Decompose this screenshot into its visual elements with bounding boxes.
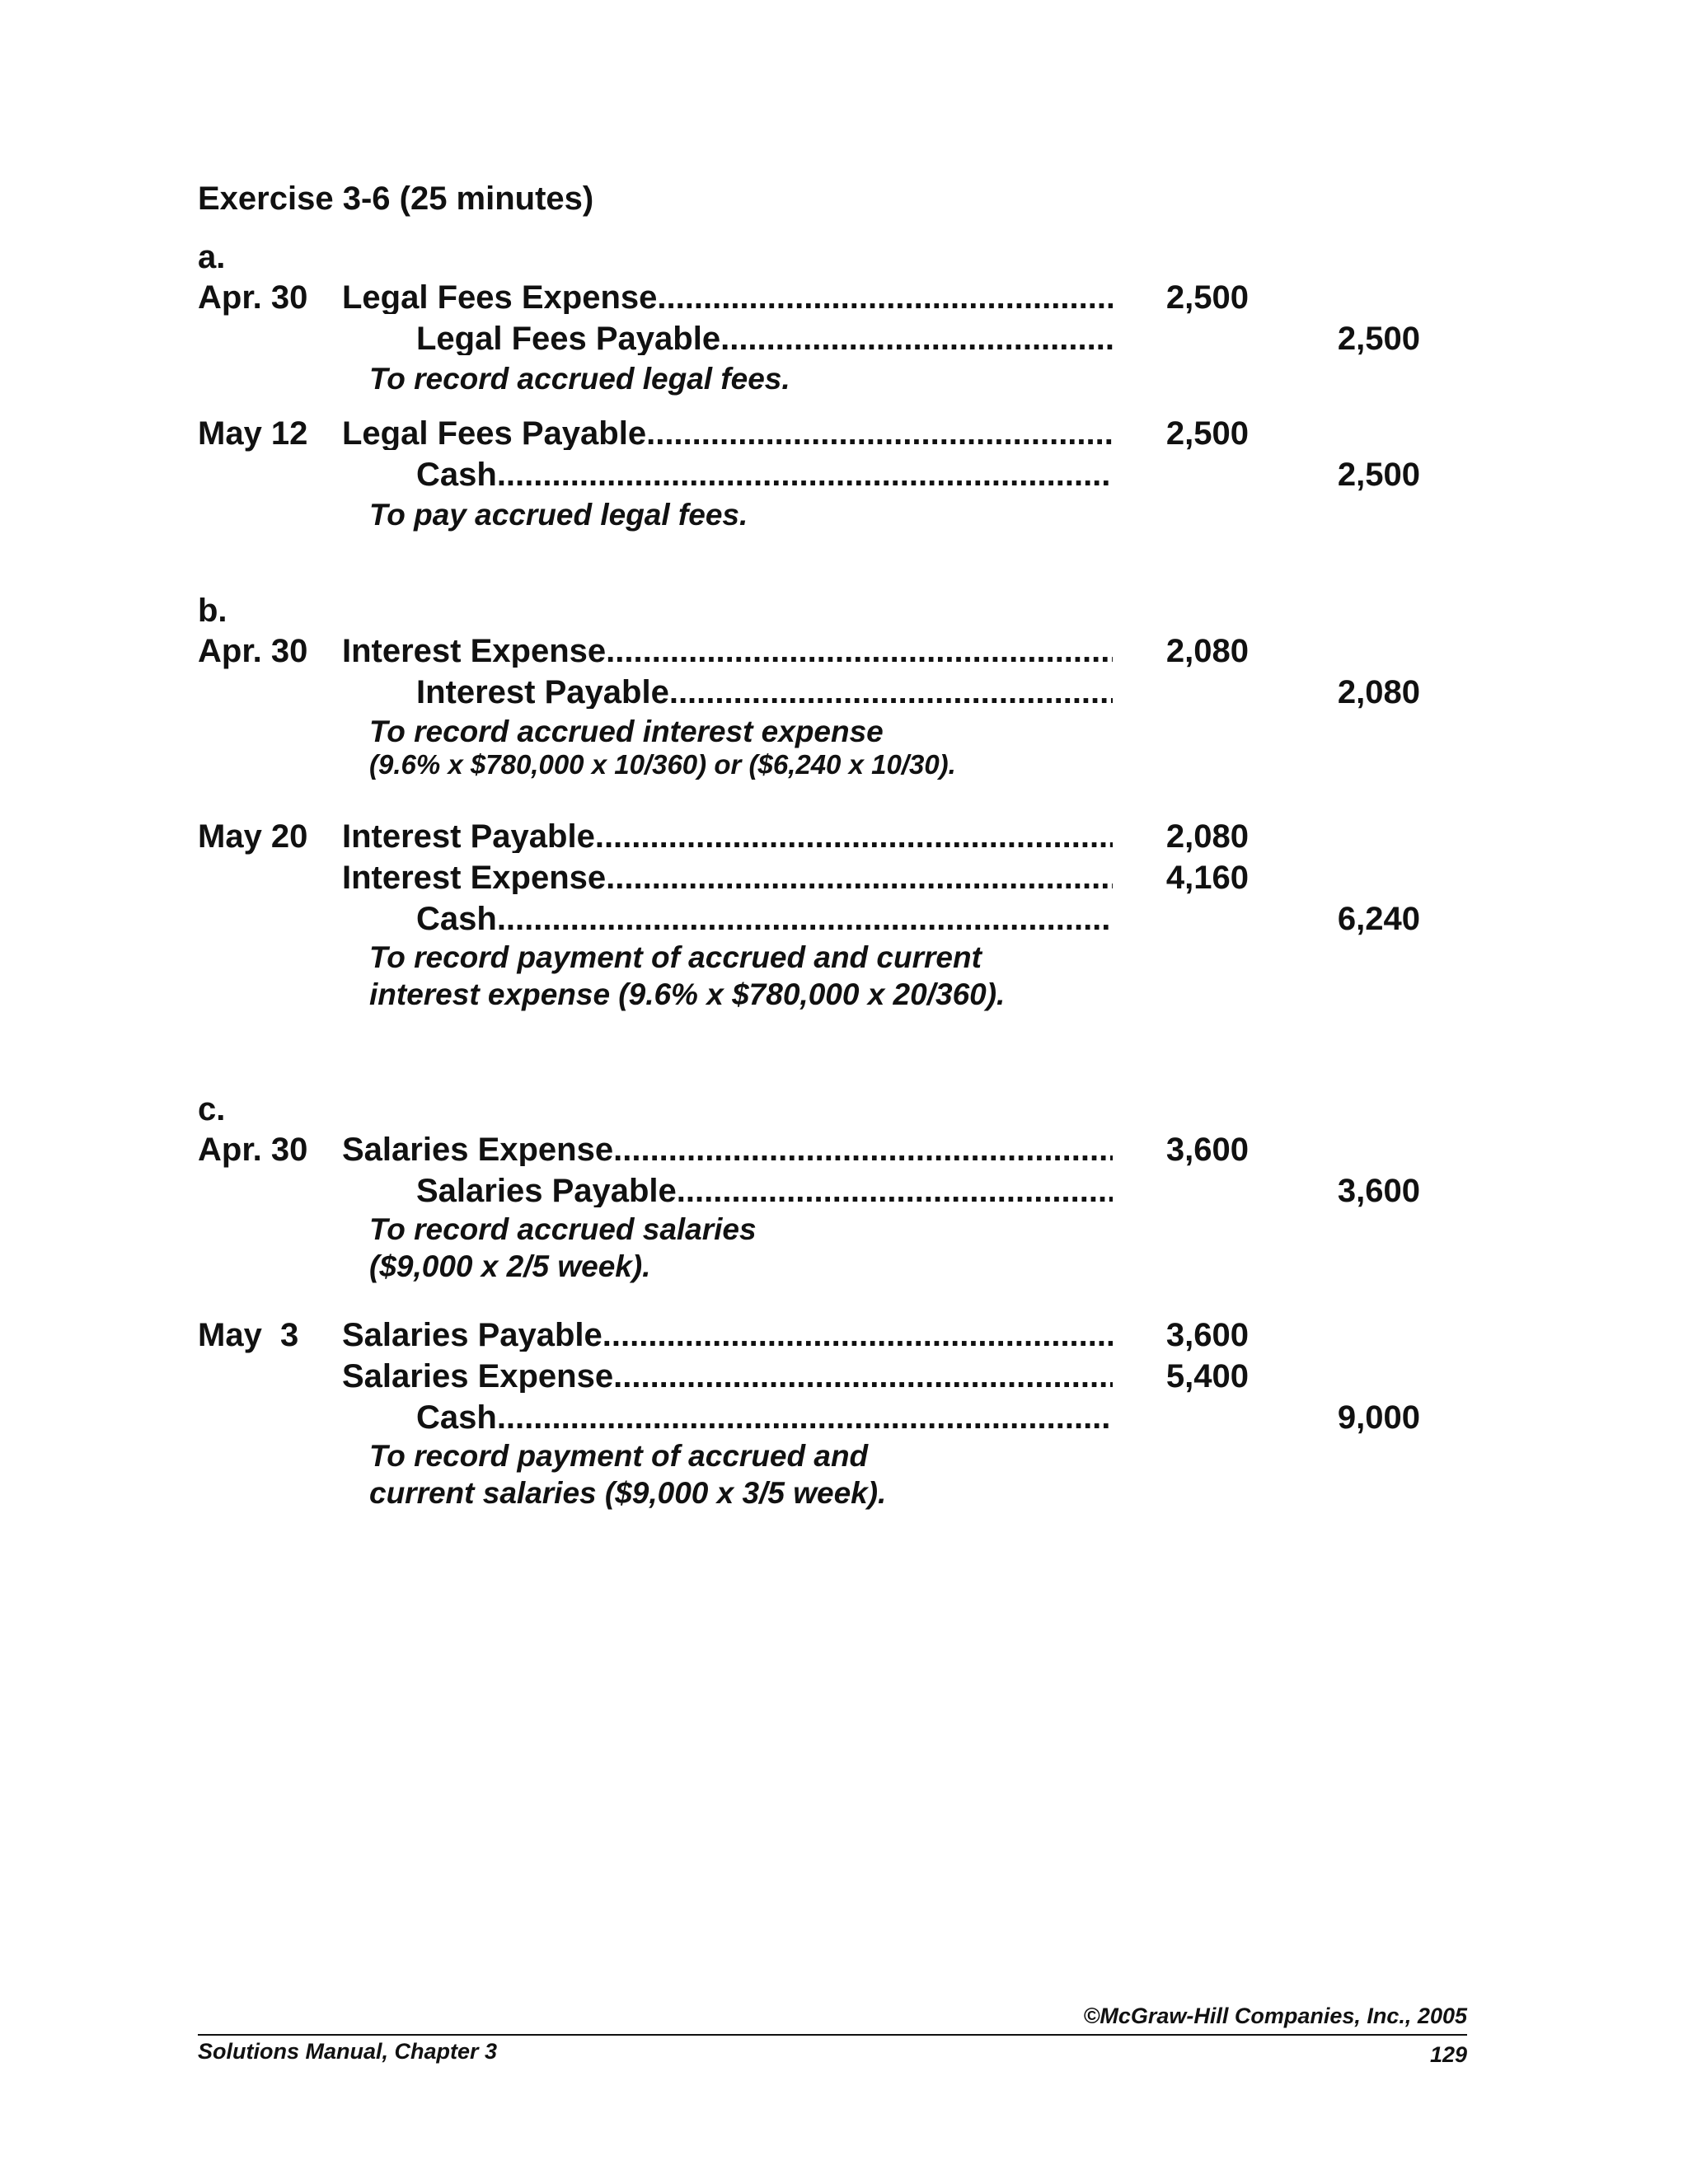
credit-amount: 2,080 (1337, 674, 1420, 710)
debit-amount: 3,600 (1165, 1132, 1249, 1168)
debit-amount: 2,500 (1165, 415, 1249, 452)
debit-account: Salaries Payable ..... (342, 1319, 1113, 1352)
credit-account: Legal Fees Payable ..... (416, 322, 1113, 355)
debit-account: Interest Payable ..... (342, 820, 1113, 853)
debit-amount: 4,160 (1165, 860, 1249, 896)
part-label-c: c. (198, 1091, 226, 1127)
entry-memo-line-2: (9.6% x $780,000 x 10/360) or ($6,240 x 10/30). (369, 749, 956, 780)
credit-account: Cash ..... (416, 458, 1113, 491)
entry-memo-line-2: ($9,000 x 2/5 week). (369, 1249, 651, 1283)
entry-date: Apr. 30 (198, 633, 308, 669)
debit-account: Legal Fees Expense ..... (342, 281, 1113, 314)
debit-amount: 5,400 (1165, 1358, 1249, 1394)
credit-account: Cash ..... (416, 902, 1113, 935)
copyright-notice: ©McGraw-Hill Companies, Inc., 2005 (1083, 2004, 1467, 2028)
credit-account: Cash ..... (416, 1401, 1113, 1434)
credit-account: Interest Payable ..... (416, 676, 1113, 709)
debit-amount: 3,600 (1165, 1317, 1249, 1353)
part-label-a: a. (198, 239, 226, 275)
entry-memo-line-2: current salaries ($9,000 x 3/5 week). (369, 1476, 887, 1510)
page-number: 129 (1429, 2042, 1467, 2067)
entry-memo: To record payment of accrued and current (369, 940, 982, 974)
part-label-b: b. (198, 593, 227, 629)
debit-account: Interest Expense ..... (342, 635, 1113, 668)
entry-date: May 12 (198, 415, 308, 452)
entry-date: May 3 (198, 1317, 299, 1353)
credit-amount: 2,500 (1337, 321, 1420, 357)
credit-account: Salaries Payable ..... (416, 1174, 1113, 1207)
debit-amount: 2,500 (1165, 279, 1249, 316)
debit-amount: 2,080 (1165, 818, 1249, 855)
entry-memo: To record accrued interest expense (369, 715, 884, 748)
entry-memo-line-2: interest expense (9.6% x $780,000 x 20/360). (369, 977, 1006, 1011)
entry-memo: To pay accrued legal fees. (369, 498, 748, 532)
manual-chapter: Solutions Manual, Chapter 3 (198, 2039, 498, 2064)
footer-divider (198, 2034, 1467, 2036)
credit-amount: 3,600 (1337, 1173, 1420, 1209)
entry-date: May 20 (198, 818, 308, 855)
entry-memo: To record accrued salaries (369, 1212, 757, 1246)
credit-amount: 2,500 (1337, 457, 1420, 493)
entry-memo: To record accrued legal fees. (369, 362, 790, 396)
debit-account: Salaries Expense ..... (342, 1360, 1113, 1393)
credit-amount: 6,240 (1337, 901, 1420, 937)
debit-account: Interest Expense ..... (342, 861, 1113, 894)
exercise-title: Exercise 3-6 (25 minutes) (198, 180, 594, 217)
entry-memo: To record payment of accrued and (369, 1439, 869, 1473)
debit-account: Legal Fees Payable ..... (342, 417, 1113, 450)
debit-amount: 2,080 (1165, 633, 1249, 669)
entry-date: Apr. 30 (198, 1132, 308, 1168)
entry-date: Apr. 30 (198, 279, 308, 316)
credit-amount: 9,000 (1337, 1399, 1420, 1436)
debit-account: Salaries Expense ..... (342, 1133, 1113, 1166)
